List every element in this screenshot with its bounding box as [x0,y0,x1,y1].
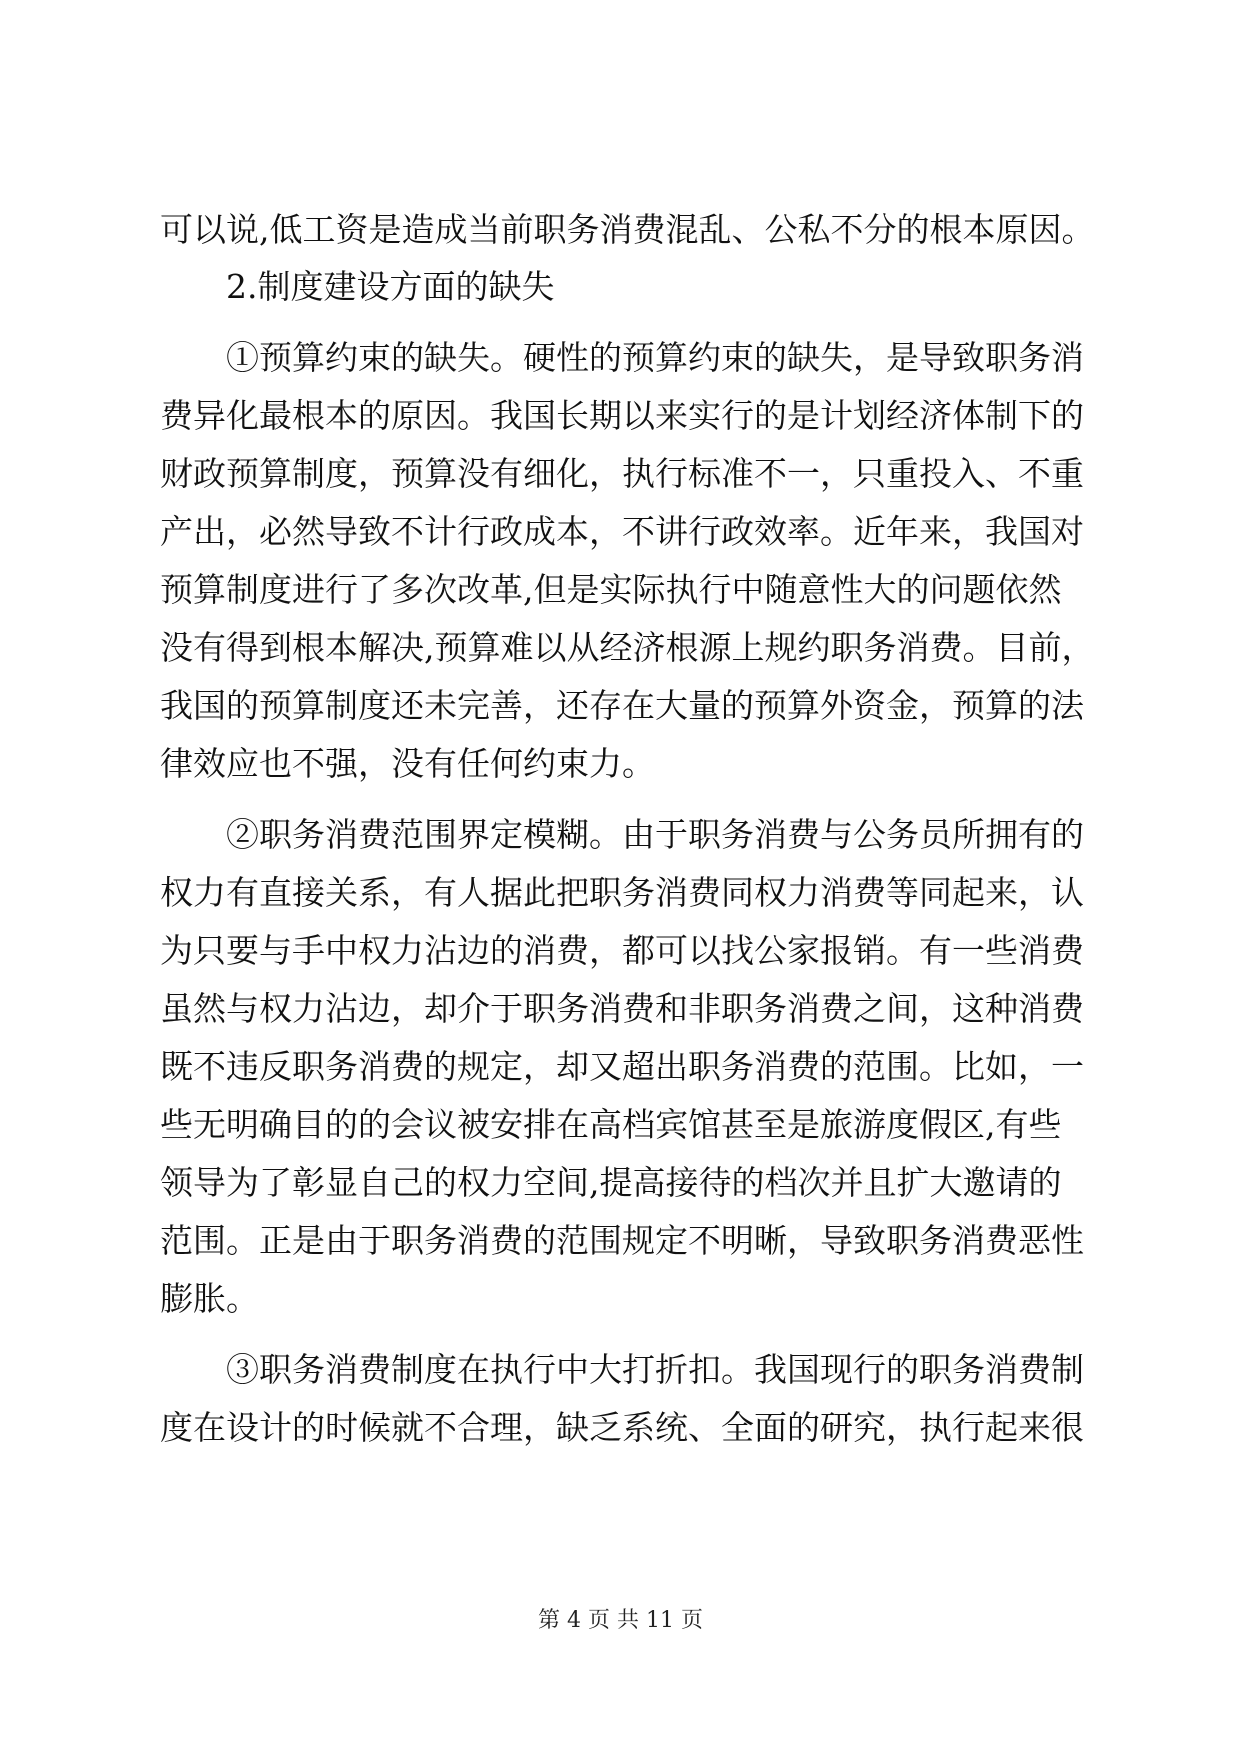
section-heading: 2.制度建设方面的缺失 [226,267,555,306]
body-text-line: 膨胀。 [160,1279,259,1318]
body-text-line: 律效应也不强，没有任何约束力。 [160,744,655,783]
body-text-line: 领导为了彰显自己的权力空间,提高接待的档次并且扩大邀请的 [160,1163,1062,1202]
body-text-line: 度在设计的时候就不合理，缺乏系统、全面的研究，执行起来很 [160,1408,1084,1447]
body-text-line: 虽然与权力沾边，却介于职务消费和非职务消费之间，这种消费 [160,989,1084,1028]
body-text-line: 既不违反职务消费的规定，却又超出职务消费的范围。比如，一 [160,1047,1084,1086]
body-text-line: 范围。正是由于职务消费的范围规定不明晰，导致职务消费恶性 [160,1221,1084,1260]
page-number-footer: 第 4 页 共 11 页 [538,1608,703,1633]
body-text-line: 我国的预算制度还未完善，还存在大量的预算外资金，预算的法 [160,686,1084,725]
body-text-line: 财政预算制度，预算没有细化，执行标准不一，只重投入、不重 [160,454,1084,493]
paragraph-start-line: ③职务消费制度在执行中大打折扣。我国现行的职务消费制 [226,1350,1084,1389]
body-text-line: 没有得到根本解决,预算难以从经济根源上规约职务消费。目前， [160,628,1095,667]
body-text-line: 产出，必然导致不计行政成本，不讲行政效率。近年来，我国对 [160,512,1084,551]
body-text-line: 可以说,低工资是造成当前职务消费混乱、公私不分的根本原因。 [160,210,1095,249]
body-text-line: 权力有直接关系，有人据此把职务消费同权力消费等同起来，认 [160,873,1084,912]
body-text-line: 为只要与手中权力沾边的消费，都可以找公家报销。有一些消费 [160,931,1084,970]
body-text-line: 费异化最根本的原因。我国长期以来实行的是计划经济体制下的 [160,396,1084,435]
body-text-line: 些无明确目的的会议被安排在高档宾馆甚至是旅游度假区,有些 [160,1105,1062,1144]
paragraph-start-line: ①预算约束的缺失。硬性的预算约束的缺失，是导致职务消 [226,338,1084,377]
paragraph-start-line: ②职务消费范围界定模糊。由于职务消费与公务员所拥有的 [226,815,1084,854]
body-text-line: 预算制度进行了多次改革,但是实际执行中随意性大的问题依然 [160,570,1062,609]
